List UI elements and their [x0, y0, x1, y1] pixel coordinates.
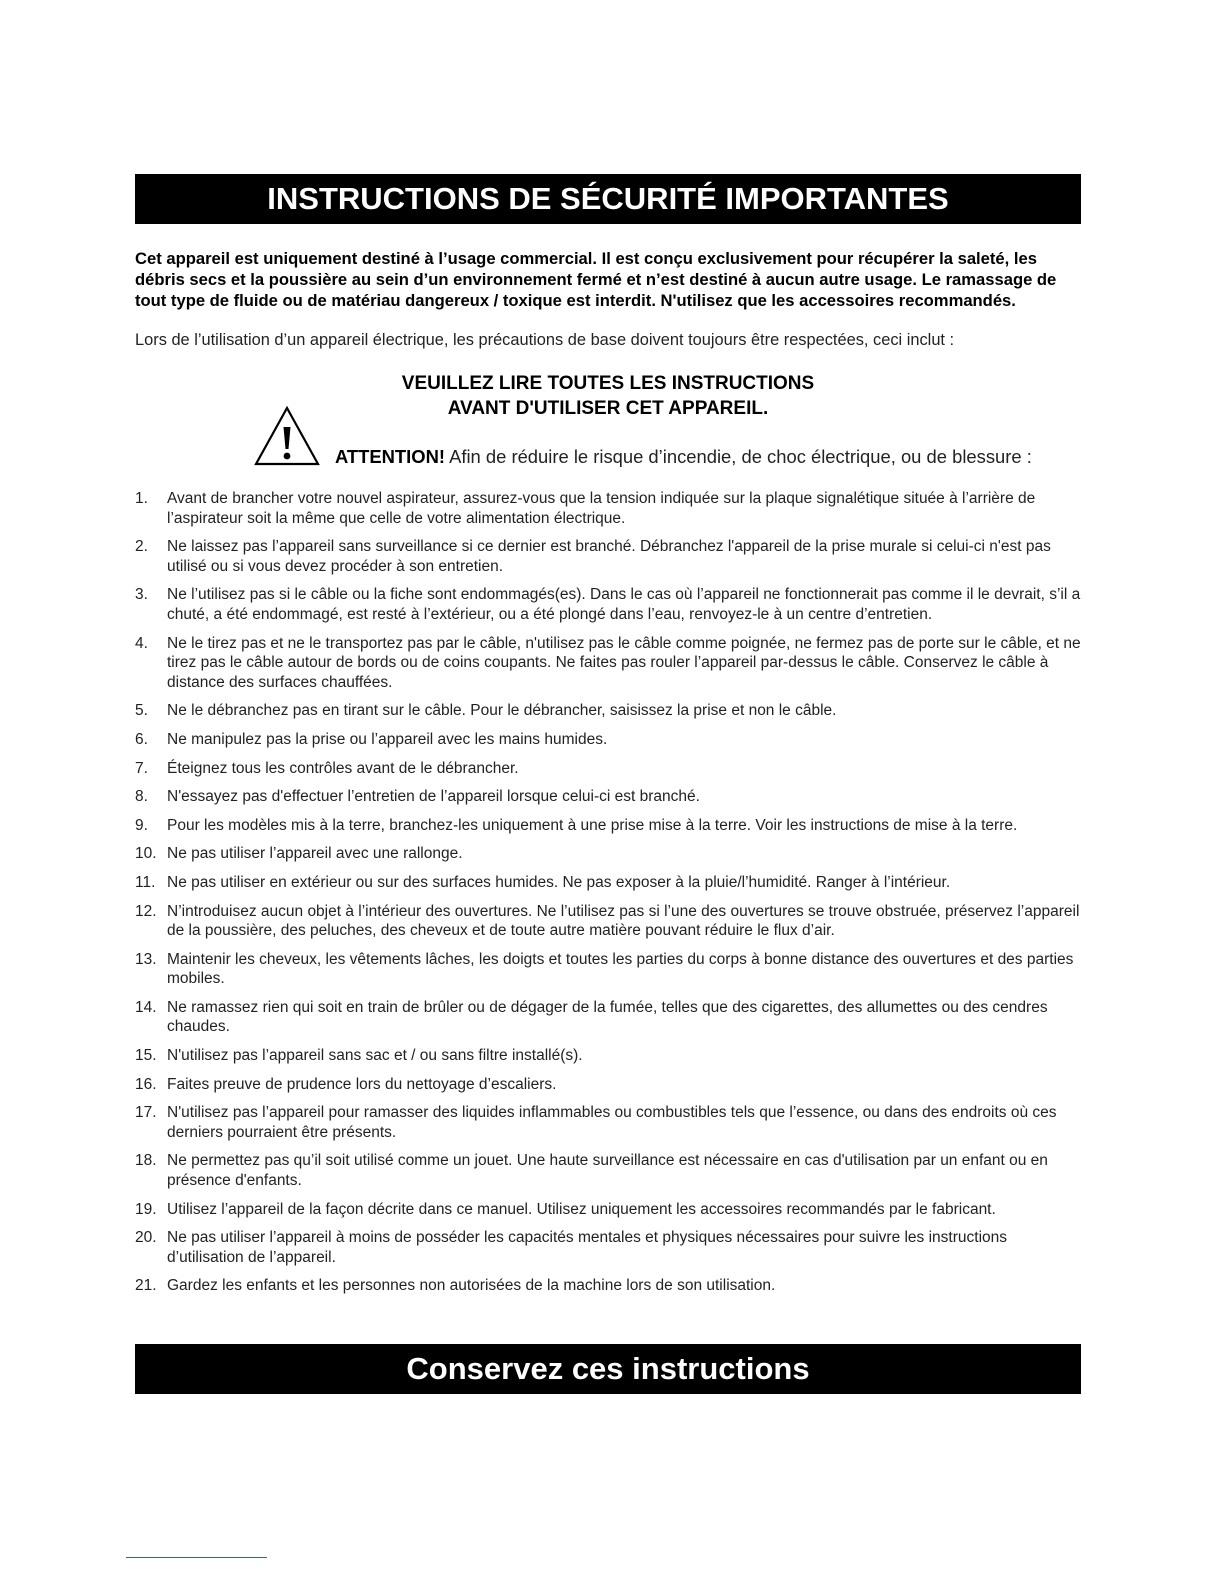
footer-title: Conservez ces instructions	[406, 1351, 810, 1386]
list-item-text: Ne le tirez pas et ne le transportez pas par le câble, n'utilisez pas le câble comme poignée, ne fermez pas de porte sur le câble, et ne tirez pas le câble autour de bords ou de coins coupants. Ne faites pas rouler l’appareil par-dessus le câble. Conservez le câble à distance des surfaces chauffées.	[167, 634, 1081, 691]
list-item-number: 11.	[135, 873, 156, 891]
list-item-text: Maintenir les cheveux, les vêtements lâches, les doigts et toutes les parties du corps à bonne distance des ouvertures et des parties mobiles.	[167, 950, 1074, 988]
list-item-text: Ne pas utiliser en extérieur ou sur des surfaces humides. Ne pas exposer à la pluie/l’humidité. Ranger à l’intérieur.	[167, 873, 951, 891]
list-item	[135, 1276, 1085, 1296]
list-item	[135, 537, 1085, 576]
list-item-text: Pour les modèles mis à la terre, branchez-les uniquement à une prise mise à la terre. Voir les instructions de mise à la terre.	[167, 816, 1018, 834]
list-item-text: N’introduisez aucun objet à l’intérieur des ouvertures. Ne l’utilisez pas si l’une des ouvertures se trouve obstruée, préservez l’appareil de la poussière, des peluches, des cheveux et de toute autre matière pouvant réduire le flux d’air.	[167, 902, 1080, 940]
list-item-text: Ne manipulez pas la prise ou l’appareil avec les mains humides.	[167, 730, 608, 748]
list-item	[135, 634, 1085, 693]
list-item-text: Éteignez tous les contrôles avant de le débrancher.	[167, 759, 519, 777]
list-item-number: 18.	[135, 1152, 157, 1170]
list-item-number: 4.	[135, 634, 148, 652]
list-item	[135, 489, 1085, 528]
attention-text: Afin de réduire le risque d’incendie, de choc électrique, ou de blessure :	[449, 446, 1032, 467]
list-item-text: Ne pas utiliser l’appareil avec une rallonge.	[167, 845, 463, 863]
list-item-number: 7.	[135, 759, 148, 777]
list-item	[135, 1075, 1085, 1095]
attention-warning	[335, 445, 1095, 469]
list-item-number: 17.	[135, 1104, 157, 1122]
list-item	[135, 1228, 1085, 1267]
list-item	[135, 1046, 1085, 1066]
list-item-text: Faites preuve de prudence lors du nettoyage d’escaliers.	[167, 1075, 557, 1093]
read-heading-line-1: VEUILLEZ LIRE TOUTES LES INSTRUCTIONS	[401, 373, 815, 394]
warning-triangle-icon	[253, 405, 321, 467]
list-item-number: 10.	[135, 845, 157, 863]
list-item-text: Ne l’utilisez pas si le câble ou la fiche sont endommagés(es). Dans le cas où l’appareil ne fonctionnerait pas comme il le devrait, s’il a chuté, a été endommagé, est resté à l’extérieur, ou a été plongé dans l’eau, renvoyez-le à un centre d’entretien.	[167, 586, 1081, 623]
page-title: INSTRUCTIONS DE SÉCURITÉ IMPORTANTES	[267, 181, 949, 216]
list-item	[135, 585, 1085, 624]
list-item-number: 13.	[135, 950, 157, 968]
list-item	[135, 787, 1085, 807]
intro-notice: Cet appareil est uniquement destiné à l’usage commercial. Il est conçu exclusivement pour récupérer la saleté, les débris secs et la poussière au sein d’un environnement fermé et n’est destiné à aucun autre usage. Le ramassage de tout type de fluide ou de matériau dangereux / toxique est interdit. N'utilisez que les accessoires recommandés.	[135, 249, 1057, 310]
list-item	[135, 759, 1085, 779]
list-item-text: Ne laissez pas l’appareil sans surveillance si ce dernier est branché. Débranchez l'appareil de la prise murale si celui-ci n'est pas utilisé ou si vous devez procéder à son entretien.	[167, 538, 1051, 575]
list-item	[135, 1151, 1085, 1190]
list-item-text: Ne pas utiliser l’appareil à moins de posséder les capacités mentales et physiques nécessaires pour suivre les instructions d’utilisation de l’appareil.	[167, 1229, 1008, 1266]
list-item	[135, 730, 1085, 750]
safety-instructions-list	[135, 489, 1085, 1296]
list-item-text: N'utilisez pas l’appareil pour ramasser des liquides inflammables ou combustibles tels que l’essence, ou dans des endroits où ces derniers pourraient être présents.	[167, 1104, 1057, 1141]
list-item-number: 19.	[135, 1200, 157, 1218]
list-item-text: Utilisez l’appareil de la façon décrite dans ce manuel. Utilisez uniquement les accessoires recommandés par le fabricant.	[167, 1200, 996, 1218]
list-item-number: 3.	[135, 586, 148, 604]
list-item-number: 21.	[135, 1277, 157, 1295]
page-title-banner	[135, 174, 1081, 224]
list-item	[135, 701, 1085, 721]
list-item-number: 16.	[135, 1075, 157, 1093]
list-item-number: 8.	[135, 788, 148, 806]
list-item-number: 6.	[135, 730, 148, 748]
read-instructions-heading	[300, 371, 916, 421]
list-item	[135, 816, 1085, 836]
list-item	[135, 998, 1085, 1037]
read-heading-line-2: AVANT D'UTILISER CET APPAREIL.	[447, 398, 769, 419]
list-item-text: N'utilisez pas l’appareil sans sac et / ou sans filtre installé(s).	[167, 1047, 583, 1065]
intro-precautions: Lors de l’utilisation d’un appareil électrique, les précautions de base doivent toujours être respectées, ceci inclut :	[135, 331, 955, 349]
list-item-number: 14.	[135, 998, 157, 1016]
list-item	[135, 873, 1085, 893]
attention-label: ATTENTION!	[335, 446, 445, 467]
footnote-divider	[126, 1557, 267, 1558]
list-item-text: Ne permettez pas qu’il soit utilisé comme un jouet. Une haute surveillance est nécessaire en cas d'utilisation par un enfant ou en présence d'enfants.	[167, 1152, 1048, 1190]
list-item-number: 5.	[135, 702, 148, 720]
list-item-number: 12.	[135, 902, 157, 920]
list-item-text: Avant de brancher votre nouvel aspirateur, assurez-vous que la tension indiquée sur la plaque signalétique située à l’arrière de l’aspirateur soit la même que celle de votre alimentation électrique.	[167, 490, 1036, 527]
list-item-number: 2.	[135, 538, 148, 556]
list-item-number: 15.	[135, 1047, 157, 1065]
list-item	[135, 950, 1085, 989]
list-item	[135, 902, 1085, 941]
list-item	[135, 844, 1085, 864]
list-item-text: Gardez les enfants et les personnes non autorisées de la machine lors de son utilisation.	[167, 1277, 776, 1295]
list-item-text: N'essayez pas d'effectuer l’entretien de l’appareil lorsque celui-ci est branché.	[167, 788, 700, 806]
list-item-number: 9.	[135, 816, 148, 834]
list-item	[135, 1103, 1085, 1142]
list-item	[135, 1200, 1085, 1220]
list-item-text: Ne le débranchez pas en tirant sur le câble. Pour le débrancher, saisissez la prise et non le câble.	[167, 702, 837, 720]
list-item-number: 20.	[135, 1229, 157, 1247]
list-item-text: Ne ramassez rien qui soit en train de brûler ou de dégager de la fumée, telles que des cigarettes, des allumettes ou des cendres chaudes.	[167, 998, 1048, 1036]
footer-banner	[135, 1344, 1081, 1394]
list-item-number: 1.	[135, 490, 148, 507]
